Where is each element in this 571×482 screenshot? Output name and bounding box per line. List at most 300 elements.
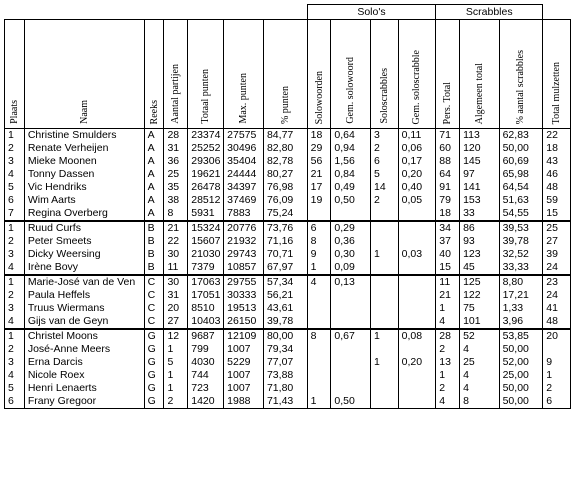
cell-pct-punten: 57,34 bbox=[263, 275, 307, 289]
cell-algemeen-total: 123 bbox=[460, 248, 500, 261]
cell-pct-aantal-scrabbles: 8,80 bbox=[499, 275, 543, 289]
cell-gem-soloscrabble bbox=[398, 235, 436, 248]
cell-totaal-punten: 9687 bbox=[188, 329, 224, 343]
cell-solowoorden: 1 bbox=[307, 395, 331, 409]
cell-soloscrabbles bbox=[370, 382, 398, 395]
table-row bbox=[5, 235, 571, 248]
cell-gem-soloscrabble: 0,20 bbox=[398, 168, 436, 181]
cell-plaats: 1 bbox=[5, 129, 25, 143]
cell-algemeen-total: 86 bbox=[460, 221, 500, 235]
cell-pct-punten: 39,78 bbox=[263, 315, 307, 329]
cell-solowoorden: 56 bbox=[307, 155, 331, 168]
cell-max-punten: 5229 bbox=[224, 356, 264, 369]
cell-pct-aantal-scrabbles: 51,63 bbox=[499, 194, 543, 207]
cell-aantal-partijen: 1 bbox=[164, 343, 188, 356]
cell-total-mulzetten: 39 bbox=[543, 248, 571, 261]
cell-pct-aantal-scrabbles: 65,98 bbox=[499, 168, 543, 181]
cell-totaal-punten: 15324 bbox=[188, 221, 224, 235]
cell-pct-aantal-scrabbles: 33,33 bbox=[499, 261, 543, 275]
cell-naam: Ruud Curfs bbox=[24, 221, 144, 235]
cell-naam: Nicole Roex bbox=[24, 369, 144, 382]
cell-pers-total: 88 bbox=[436, 155, 460, 168]
cell-naam: Renate Verheijen bbox=[24, 142, 144, 155]
cell-pers-total: 18 bbox=[436, 207, 460, 221]
cell-gem-soloscrabble bbox=[398, 315, 436, 329]
cell-plaats: 3 bbox=[5, 248, 25, 261]
header-gem-soloscrabble bbox=[398, 20, 436, 129]
header-solowoorden-label: Solowoorden bbox=[313, 70, 325, 124]
cell-naam: Gijs van de Geyn bbox=[24, 315, 144, 329]
cell-gem-soloscrabble: 0,06 bbox=[398, 142, 436, 155]
cell-aantal-partijen: 28 bbox=[164, 129, 188, 143]
cell-pct-punten: 76,09 bbox=[263, 194, 307, 207]
cell-pct-aantal-scrabbles: 52,00 bbox=[499, 356, 543, 369]
cell-solowoorden: 8 bbox=[307, 329, 331, 343]
cell-soloscrabbles bbox=[370, 275, 398, 289]
cell-pct-punten: 79,34 bbox=[263, 343, 307, 356]
cell-pct-punten: 75,24 bbox=[263, 207, 307, 221]
cell-pers-total: 1 bbox=[436, 302, 460, 315]
cell-totaal-punten: 5931 bbox=[188, 207, 224, 221]
header-pct-aantal-scrabbles bbox=[499, 20, 543, 129]
cell-plaats: 5 bbox=[5, 382, 25, 395]
cell-pers-total: 2 bbox=[436, 382, 460, 395]
cell-totaal-punten: 1420 bbox=[188, 395, 224, 409]
cell-plaats: 6 bbox=[5, 194, 25, 207]
cell-max-punten: 35404 bbox=[224, 155, 264, 168]
header-soloscrabbles bbox=[370, 20, 398, 129]
cell-soloscrabbles: 3 bbox=[370, 129, 398, 143]
cell-total-mulzetten: 23 bbox=[543, 275, 571, 289]
cell-soloscrabbles bbox=[370, 207, 398, 221]
cell-gem-solowoord: 0,09 bbox=[331, 261, 371, 275]
cell-soloscrabbles bbox=[370, 369, 398, 382]
header-solowoorden bbox=[307, 20, 331, 129]
cell-pct-aantal-scrabbles: 60,69 bbox=[499, 155, 543, 168]
cell-total-mulzetten: 59 bbox=[543, 194, 571, 207]
cell-soloscrabbles: 1 bbox=[370, 329, 398, 343]
cell-plaats: 2 bbox=[5, 235, 25, 248]
cell-plaats: 1 bbox=[5, 329, 25, 343]
cell-aantal-partijen: 36 bbox=[164, 155, 188, 168]
table-row bbox=[5, 302, 571, 315]
table-row bbox=[5, 181, 571, 194]
cell-plaats: 4 bbox=[5, 261, 25, 275]
cell-naam: Irène Bovy bbox=[24, 261, 144, 275]
header-aantal-partijen bbox=[164, 20, 188, 129]
header-pct-punten-label: % punten bbox=[279, 85, 291, 124]
cell-max-punten: 30496 bbox=[224, 142, 264, 155]
cell-plaats: 2 bbox=[5, 343, 25, 356]
cell-reeks: C bbox=[144, 302, 164, 315]
cell-pct-aantal-scrabbles: 50,00 bbox=[499, 343, 543, 356]
cell-totaal-punten: 23374 bbox=[188, 129, 224, 143]
header-aantal-partijen-label: Aantal partijen bbox=[170, 64, 182, 124]
cell-pct-aantal-scrabbles: 32,52 bbox=[499, 248, 543, 261]
table-row bbox=[5, 155, 571, 168]
cell-algemeen-total: 141 bbox=[460, 181, 500, 194]
cell-solowoorden: 19 bbox=[307, 194, 331, 207]
header-reeks bbox=[144, 20, 164, 129]
cell-solowoorden bbox=[307, 302, 331, 315]
cell-totaal-punten: 28512 bbox=[188, 194, 224, 207]
header-pers-total-label: Pers. Total bbox=[442, 81, 454, 124]
cell-pct-aantal-scrabbles: 53,85 bbox=[499, 329, 543, 343]
cell-pers-total: 2 bbox=[436, 343, 460, 356]
cell-soloscrabbles bbox=[370, 289, 398, 302]
cell-gem-solowoord: 0,50 bbox=[331, 395, 371, 409]
cell-gem-solowoord: 0,13 bbox=[331, 275, 371, 289]
cell-pct-aantal-scrabbles: 64,54 bbox=[499, 181, 543, 194]
cell-pers-total: 34 bbox=[436, 221, 460, 235]
cell-totaal-punten: 15607 bbox=[188, 235, 224, 248]
cell-pers-total: 11 bbox=[436, 275, 460, 289]
cell-plaats: 1 bbox=[5, 275, 25, 289]
cell-naam: Mieke Moonen bbox=[24, 155, 144, 168]
table-row bbox=[5, 248, 571, 261]
cell-aantal-partijen: 31 bbox=[164, 142, 188, 155]
cell-gem-soloscrabble: 0,40 bbox=[398, 181, 436, 194]
cell-solowoorden bbox=[307, 315, 331, 329]
table-row bbox=[5, 382, 571, 395]
cell-gem-soloscrabble bbox=[398, 289, 436, 302]
cell-naam: Vic Hendriks bbox=[24, 181, 144, 194]
cell-algemeen-total: 4 bbox=[460, 343, 500, 356]
cell-pct-punten: 70,71 bbox=[263, 248, 307, 261]
cell-plaats: 1 bbox=[5, 221, 25, 235]
cell-aantal-partijen: 31 bbox=[164, 289, 188, 302]
cell-naam: Truus Wiermans bbox=[24, 302, 144, 315]
cell-total-mulzetten: 24 bbox=[543, 289, 571, 302]
cell-totaal-punten: 4030 bbox=[188, 356, 224, 369]
cell-aantal-partijen: 5 bbox=[164, 356, 188, 369]
cell-naam: Regina Overberg bbox=[24, 207, 144, 221]
cell-pers-total: 79 bbox=[436, 194, 460, 207]
header-gem-solowoord bbox=[331, 20, 371, 129]
cell-pct-aantal-scrabbles: 50,00 bbox=[499, 382, 543, 395]
header-pct-punten bbox=[263, 20, 307, 129]
cell-solowoorden: 1 bbox=[307, 261, 331, 275]
cell-pers-total: 71 bbox=[436, 129, 460, 143]
cell-pct-aantal-scrabbles: 62,83 bbox=[499, 129, 543, 143]
group-header-blank-end bbox=[543, 5, 571, 20]
cell-gem-soloscrabble: 0,20 bbox=[398, 356, 436, 369]
cell-reeks: G bbox=[144, 369, 164, 382]
header-total-mulzetten-label: Total mulzetten bbox=[551, 61, 563, 124]
cell-pers-total: 13 bbox=[436, 356, 460, 369]
cell-gem-solowoord bbox=[331, 343, 371, 356]
header-plaats bbox=[5, 20, 25, 129]
cell-gem-solowoord: 0,30 bbox=[331, 248, 371, 261]
header-totaal-punten bbox=[188, 20, 224, 129]
cell-totaal-punten: 7379 bbox=[188, 261, 224, 275]
cell-reeks: G bbox=[144, 382, 164, 395]
cell-max-punten: 37469 bbox=[224, 194, 264, 207]
cell-solowoorden: 6 bbox=[307, 221, 331, 235]
cell-soloscrabbles bbox=[370, 221, 398, 235]
cell-pct-aantal-scrabbles: 1,33 bbox=[499, 302, 543, 315]
table-row bbox=[5, 261, 571, 275]
header-totaal-punten-label: Totaal punten bbox=[200, 69, 212, 124]
cell-total-mulzetten: 27 bbox=[543, 235, 571, 248]
cell-plaats: 5 bbox=[5, 181, 25, 194]
table-row bbox=[5, 329, 571, 343]
cell-pct-punten: 80,00 bbox=[263, 329, 307, 343]
header-soloscrabbles-label: Soloscrabbles bbox=[378, 68, 390, 124]
cell-plaats: 3 bbox=[5, 302, 25, 315]
table-row bbox=[5, 194, 571, 207]
cell-soloscrabbles: 6 bbox=[370, 155, 398, 168]
cell-pct-punten: 71,43 bbox=[263, 395, 307, 409]
cell-plaats: 2 bbox=[5, 289, 25, 302]
cell-pct-aantal-scrabbles: 50,00 bbox=[499, 142, 543, 155]
cell-pct-punten: 77,07 bbox=[263, 356, 307, 369]
header-reeks-label: Reeks bbox=[148, 99, 160, 124]
cell-reeks: B bbox=[144, 248, 164, 261]
cell-gem-soloscrabble bbox=[398, 343, 436, 356]
table-row bbox=[5, 221, 571, 235]
cell-total-mulzetten: 18 bbox=[543, 142, 571, 155]
cell-soloscrabbles bbox=[370, 261, 398, 275]
cell-max-punten: 1007 bbox=[224, 343, 264, 356]
table-row bbox=[5, 142, 571, 155]
cell-pers-total: 21 bbox=[436, 289, 460, 302]
cell-soloscrabbles: 14 bbox=[370, 181, 398, 194]
cell-algemeen-total: 101 bbox=[460, 315, 500, 329]
cell-solowoorden bbox=[307, 343, 331, 356]
cell-algemeen-total: 145 bbox=[460, 155, 500, 168]
cell-reeks: B bbox=[144, 221, 164, 235]
cell-solowoorden: 4 bbox=[307, 275, 331, 289]
cell-reeks: B bbox=[144, 261, 164, 275]
cell-reeks: G bbox=[144, 343, 164, 356]
cell-total-mulzetten: 24 bbox=[543, 261, 571, 275]
cell-reeks: C bbox=[144, 315, 164, 329]
cell-totaal-punten: 26478 bbox=[188, 181, 224, 194]
cell-reeks: A bbox=[144, 194, 164, 207]
cell-total-mulzetten: 1 bbox=[543, 369, 571, 382]
cell-gem-solowoord bbox=[331, 315, 371, 329]
cell-algemeen-total: 153 bbox=[460, 194, 500, 207]
cell-pers-total: 60 bbox=[436, 142, 460, 155]
cell-pct-punten: 84,77 bbox=[263, 129, 307, 143]
cell-reeks: A bbox=[144, 142, 164, 155]
header-gem-solowoord-label: Gem. solowoord bbox=[345, 57, 357, 124]
cell-naam: Henri Lenaerts bbox=[24, 382, 144, 395]
cell-algemeen-total: 45 bbox=[460, 261, 500, 275]
cell-pct-punten: 80,27 bbox=[263, 168, 307, 181]
cell-total-mulzetten: 9 bbox=[543, 356, 571, 369]
cell-pct-aantal-scrabbles: 50,00 bbox=[499, 395, 543, 409]
cell-naam: Dicky Weersing bbox=[24, 248, 144, 261]
cell-gem-soloscrabble bbox=[398, 261, 436, 275]
header-max-punten bbox=[224, 20, 264, 129]
header-max-punten-label: Max. punten bbox=[238, 73, 250, 124]
cell-total-mulzetten: 48 bbox=[543, 315, 571, 329]
cell-naam: Marie-José van de Ven bbox=[24, 275, 144, 289]
cell-solowoorden: 21 bbox=[307, 168, 331, 181]
cell-soloscrabbles: 2 bbox=[370, 194, 398, 207]
cell-reeks: A bbox=[144, 168, 164, 181]
cell-gem-solowoord: 0,29 bbox=[331, 221, 371, 235]
cell-totaal-punten: 799 bbox=[188, 343, 224, 356]
cell-pct-punten: 43,61 bbox=[263, 302, 307, 315]
table-row bbox=[5, 289, 571, 302]
cell-total-mulzetten: 48 bbox=[543, 181, 571, 194]
cell-pct-punten: 76,98 bbox=[263, 181, 307, 194]
cell-gem-soloscrabble: 0,05 bbox=[398, 194, 436, 207]
cell-solowoorden bbox=[307, 289, 331, 302]
cell-algemeen-total: 52 bbox=[460, 329, 500, 343]
cell-soloscrabbles bbox=[370, 302, 398, 315]
cell-algemeen-total: 25 bbox=[460, 356, 500, 369]
cell-algemeen-total: 4 bbox=[460, 369, 500, 382]
cell-pers-total: 15 bbox=[436, 261, 460, 275]
cell-aantal-partijen: 30 bbox=[164, 275, 188, 289]
cell-algemeen-total: 75 bbox=[460, 302, 500, 315]
cell-algemeen-total: 93 bbox=[460, 235, 500, 248]
cell-plaats: 3 bbox=[5, 356, 25, 369]
cell-max-punten: 10857 bbox=[224, 261, 264, 275]
cell-solowoorden bbox=[307, 369, 331, 382]
cell-algemeen-total: 120 bbox=[460, 142, 500, 155]
cell-max-punten: 19513 bbox=[224, 302, 264, 315]
cell-soloscrabbles bbox=[370, 395, 398, 409]
cell-plaats: 4 bbox=[5, 369, 25, 382]
cell-max-punten: 29755 bbox=[224, 275, 264, 289]
cell-naam: José-Anne Meers bbox=[24, 343, 144, 356]
cell-reeks: B bbox=[144, 235, 164, 248]
cell-totaal-punten: 21030 bbox=[188, 248, 224, 261]
cell-aantal-partijen: 22 bbox=[164, 235, 188, 248]
cell-gem-solowoord bbox=[331, 207, 371, 221]
cell-solowoorden: 8 bbox=[307, 235, 331, 248]
cell-pct-aantal-scrabbles: 54,55 bbox=[499, 207, 543, 221]
cell-gem-soloscrabble bbox=[398, 382, 436, 395]
cell-max-punten: 1007 bbox=[224, 382, 264, 395]
cell-gem-soloscrabble bbox=[398, 221, 436, 235]
header-naam bbox=[24, 20, 144, 129]
cell-max-punten: 24444 bbox=[224, 168, 264, 181]
cell-pct-aantal-scrabbles: 25,00 bbox=[499, 369, 543, 382]
cell-max-punten: 20776 bbox=[224, 221, 264, 235]
cell-algemeen-total: 122 bbox=[460, 289, 500, 302]
cell-totaal-punten: 25252 bbox=[188, 142, 224, 155]
cell-total-mulzetten: 20 bbox=[543, 329, 571, 343]
table-row bbox=[5, 343, 571, 356]
header-plaats-label: Plaats bbox=[8, 100, 20, 124]
cell-total-mulzetten: 15 bbox=[543, 207, 571, 221]
table-row bbox=[5, 275, 571, 289]
cell-reeks: G bbox=[144, 356, 164, 369]
cell-gem-soloscrabble bbox=[398, 395, 436, 409]
cell-pct-punten: 82,78 bbox=[263, 155, 307, 168]
cell-aantal-partijen: 12 bbox=[164, 329, 188, 343]
cell-pct-punten: 71,80 bbox=[263, 382, 307, 395]
cell-gem-solowoord: 0,94 bbox=[331, 142, 371, 155]
header-naam-label: Naam bbox=[78, 100, 90, 124]
cell-reeks: A bbox=[144, 207, 164, 221]
cell-max-punten: 27575 bbox=[224, 129, 264, 143]
cell-soloscrabbles: 1 bbox=[370, 356, 398, 369]
standings-table-container bbox=[4, 4, 571, 409]
table-row bbox=[5, 207, 571, 221]
cell-aantal-partijen: 1 bbox=[164, 382, 188, 395]
cell-total-mulzetten: 2 bbox=[543, 382, 571, 395]
cell-aantal-partijen: 27 bbox=[164, 315, 188, 329]
cell-naam: Peter Smeets bbox=[24, 235, 144, 248]
cell-gem-solowoord: 0,50 bbox=[331, 194, 371, 207]
cell-naam: Christel Moons bbox=[24, 329, 144, 343]
cell-aantal-partijen: 30 bbox=[164, 248, 188, 261]
cell-gem-soloscrabble bbox=[398, 207, 436, 221]
cell-reeks: A bbox=[144, 129, 164, 143]
table-row bbox=[5, 356, 571, 369]
cell-total-mulzetten: 6 bbox=[543, 395, 571, 409]
cell-solowoorden bbox=[307, 207, 331, 221]
cell-gem-soloscrabble: 0,11 bbox=[398, 129, 436, 143]
cell-algemeen-total: 97 bbox=[460, 168, 500, 181]
cell-max-punten: 1988 bbox=[224, 395, 264, 409]
cell-totaal-punten: 17063 bbox=[188, 275, 224, 289]
header-total-mulzetten bbox=[543, 20, 571, 129]
cell-gem-solowoord bbox=[331, 289, 371, 302]
cell-pct-aantal-scrabbles: 39,78 bbox=[499, 235, 543, 248]
cell-pct-aantal-scrabbles: 17,21 bbox=[499, 289, 543, 302]
cell-gem-soloscrabble: 0,17 bbox=[398, 155, 436, 168]
cell-soloscrabbles bbox=[370, 235, 398, 248]
standings-table bbox=[4, 4, 571, 409]
cell-max-punten: 30333 bbox=[224, 289, 264, 302]
cell-reeks: G bbox=[144, 329, 164, 343]
cell-gem-solowoord: 0,49 bbox=[331, 181, 371, 194]
cell-reeks: C bbox=[144, 275, 164, 289]
cell-max-punten: 12109 bbox=[224, 329, 264, 343]
table-body bbox=[5, 129, 571, 409]
cell-naam: Tonny Dassen bbox=[24, 168, 144, 181]
cell-gem-solowoord bbox=[331, 302, 371, 315]
table-row bbox=[5, 129, 571, 143]
cell-algemeen-total: 4 bbox=[460, 382, 500, 395]
cell-aantal-partijen: 21 bbox=[164, 221, 188, 235]
cell-max-punten: 7883 bbox=[224, 207, 264, 221]
cell-aantal-partijen: 1 bbox=[164, 369, 188, 382]
cell-gem-soloscrabble: 0,08 bbox=[398, 329, 436, 343]
cell-total-mulzetten: 41 bbox=[543, 302, 571, 315]
cell-pers-total: 64 bbox=[436, 168, 460, 181]
cell-solowoorden bbox=[307, 382, 331, 395]
cell-total-mulzetten: 22 bbox=[543, 129, 571, 143]
cell-pct-punten: 67,97 bbox=[263, 261, 307, 275]
cell-pct-punten: 73,88 bbox=[263, 369, 307, 382]
cell-gem-solowoord: 0,84 bbox=[331, 168, 371, 181]
cell-pers-total: 1 bbox=[436, 369, 460, 382]
cell-aantal-partijen: 11 bbox=[164, 261, 188, 275]
cell-plaats: 7 bbox=[5, 207, 25, 221]
cell-pct-punten: 73,76 bbox=[263, 221, 307, 235]
cell-totaal-punten: 29306 bbox=[188, 155, 224, 168]
table-row bbox=[5, 395, 571, 409]
cell-solowoorden: 9 bbox=[307, 248, 331, 261]
cell-plaats: 3 bbox=[5, 155, 25, 168]
cell-gem-soloscrabble bbox=[398, 302, 436, 315]
cell-aantal-partijen: 8 bbox=[164, 207, 188, 221]
cell-max-punten: 1007 bbox=[224, 369, 264, 382]
cell-solowoorden: 18 bbox=[307, 129, 331, 143]
cell-soloscrabbles bbox=[370, 315, 398, 329]
cell-max-punten: 26150 bbox=[224, 315, 264, 329]
cell-aantal-partijen: 35 bbox=[164, 181, 188, 194]
